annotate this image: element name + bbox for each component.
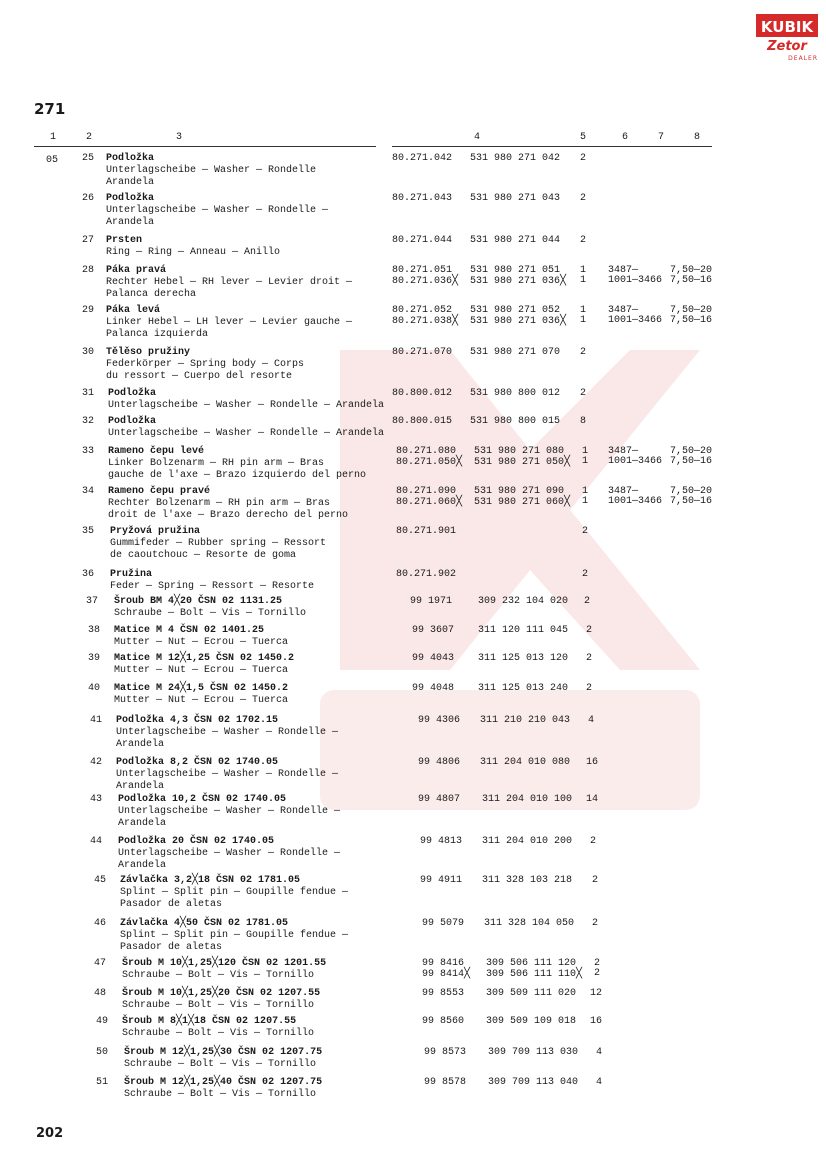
- item-position: 35: [82, 526, 95, 537]
- catalog-code: 531 980 271 036╳: [470, 316, 567, 327]
- item-position: 45: [94, 875, 107, 886]
- header-rule-left: [34, 146, 376, 147]
- part-number: 80.271.051: [392, 265, 453, 276]
- item-translation: Unterlagscheibe — Washer — Rondelle —: [118, 806, 341, 817]
- item-translation: Schraube — Bolt — Vis — Tornillo: [122, 1000, 315, 1011]
- catalog-code: 311 204 010 100: [482, 794, 573, 805]
- serial-range: 1001—3466: [608, 496, 663, 507]
- catalog-code: 309 232 104 020: [478, 596, 569, 607]
- catalog-code: 531 980 800 015: [470, 416, 561, 427]
- item-translation: du ressort — Cuerpo del resorte: [106, 371, 293, 382]
- serial-range: 3487—: [608, 265, 639, 276]
- item-name: Páka levá: [106, 305, 161, 316]
- serial-range: 1001—3466: [608, 456, 663, 467]
- item-translation: Splint — Split pin — Goupille fendue —: [120, 930, 349, 941]
- item-translation: Feder — Spring — Ressort — Resorte: [110, 581, 315, 592]
- item-translation: Rechter Bolzenarm — RH pin arm — Bras: [108, 498, 331, 509]
- part-number: 80.271.052: [392, 305, 453, 316]
- item-name: Rameno čepu pravé: [108, 486, 211, 497]
- quantity: 2: [582, 569, 589, 580]
- quantity: 2: [594, 958, 601, 969]
- quantity: 1: [582, 456, 589, 467]
- item-name: Šroub M 12╳1,25╳30 ČSN 02 1207.75: [124, 1047, 323, 1058]
- item-translation: Arandela: [118, 860, 167, 871]
- item-position: 39: [88, 653, 101, 664]
- item-position: 38: [88, 625, 101, 636]
- serial-range: 1001—3466: [608, 315, 663, 326]
- part-number: 99 4043: [412, 653, 455, 664]
- brand-logo: [756, 14, 818, 62]
- quantity: 16: [586, 757, 599, 768]
- part-number: 80.800.015: [392, 416, 453, 427]
- col-header-3: 3: [176, 132, 183, 143]
- col-header-7: 7: [658, 132, 665, 143]
- item-position: 46: [94, 918, 107, 929]
- catalog-code: 531 980 271 080: [474, 446, 565, 457]
- item-translation: gauche de l'axe — Brazo izquierdo del perno: [108, 470, 367, 481]
- catalog-code: 531 980 800 012: [470, 388, 561, 399]
- quantity: 1: [580, 265, 587, 276]
- item-name: Matice M 4 ČSN 02 1401.25: [114, 625, 265, 636]
- item-translation: Unterlagscheibe — Washer — Rondelle — Arandela: [108, 428, 385, 439]
- item-translation: Unterlagscheibe — Washer — Rondelle —: [106, 205, 329, 216]
- catalog-code: 311 125 013 240: [478, 683, 569, 694]
- part-number: 80.271.050╳: [396, 457, 463, 468]
- item-translation: Schraube — Bolt — Vis — Tornillo: [114, 608, 307, 619]
- quantity: 2: [586, 653, 593, 664]
- item-translation: Pasador de aletas: [120, 899, 223, 910]
- item-position: 29: [82, 305, 95, 316]
- tyre-size: 7,50—16: [670, 275, 713, 286]
- item-translation: Ring — Ring — Anneau — Anillo: [106, 247, 281, 258]
- catalog-code: 311 204 010 080: [480, 757, 571, 768]
- item-position: 30: [82, 347, 95, 358]
- item-translation: Gummifeder — Rubber spring — Ressort: [110, 538, 327, 549]
- quantity: 2: [594, 968, 601, 979]
- quantity: 4: [588, 715, 595, 726]
- item-translation: Schraube — Bolt — Vis — Tornillo: [124, 1059, 317, 1070]
- part-number: 99 8578: [424, 1077, 467, 1088]
- catalog-code: 311 204 010 200: [482, 836, 573, 847]
- item-translation: Federkörper — Spring body — Corps: [106, 359, 305, 370]
- tyre-size: 7,50—16: [670, 456, 713, 467]
- part-number: 99 8573: [424, 1047, 467, 1058]
- quantity: 14: [586, 794, 599, 805]
- quantity: 2: [580, 388, 587, 399]
- item-name: Podložka: [106, 193, 155, 204]
- quantity: 2: [586, 683, 593, 694]
- tyre-size: 7,50—20: [670, 446, 713, 457]
- catalog-code: 311 125 013 120: [478, 653, 569, 664]
- quantity: 1: [580, 315, 587, 326]
- catalog-code: 309 709 113 040: [488, 1077, 579, 1088]
- quantity: 2: [582, 526, 589, 537]
- catalog-code: 531 980 271 060╳: [474, 497, 571, 508]
- tyre-size: 7,50—20: [670, 305, 713, 316]
- item-translation: Mutter — Nut — Ecrou — Tuerca: [114, 665, 289, 676]
- part-number: 80.271.043: [392, 193, 453, 204]
- logo-zetor: Zetor: [767, 39, 807, 54]
- item-position: 36: [82, 569, 95, 580]
- item-name: Šroub BM 4╳20 ČSN 02 1131.25: [114, 596, 283, 607]
- item-translation: Palanca derecha: [106, 289, 197, 300]
- header-rule-right: [392, 146, 712, 147]
- item-name: Pryžová pružina: [110, 526, 201, 537]
- part-number: 80.800.012: [392, 388, 453, 399]
- item-name: Pružina: [110, 569, 153, 580]
- catalog-code: 309 709 113 030: [488, 1047, 579, 1058]
- quantity: 4: [596, 1077, 603, 1088]
- catalog-code: 309 506 111 110╳: [486, 969, 583, 980]
- item-position: 47: [94, 958, 107, 969]
- item-position: 43: [90, 794, 103, 805]
- quantity: 2: [590, 836, 597, 847]
- item-name: Podložka: [108, 388, 157, 399]
- quantity: 8: [580, 416, 587, 427]
- item-translation: Linker Hebel — LH lever — Levier gauche —: [106, 317, 353, 328]
- tyre-size: 7,50—20: [670, 265, 713, 276]
- item-translation: Arandela: [116, 781, 165, 792]
- item-name: Prsten: [106, 235, 143, 246]
- item-translation: Mutter — Nut — Ecrou — Tuerca: [114, 695, 289, 706]
- catalog-code: 531 980 271 052: [470, 305, 561, 316]
- col-header-1: 1: [50, 132, 57, 143]
- catalog-code: 309 509 111 020: [486, 988, 577, 999]
- item-translation: Arandela: [106, 217, 155, 228]
- part-number: 80.271.060╳: [396, 497, 463, 508]
- item-position: 44: [90, 836, 103, 847]
- catalog-code: 531 980 271 036╳: [470, 276, 567, 287]
- item-position: 26: [82, 193, 95, 204]
- part-number: 99 1971: [410, 596, 453, 607]
- item-name: Podložka: [106, 153, 155, 164]
- catalog-code: 311 328 103 218: [482, 875, 573, 886]
- item-translation: Unterlagscheibe — Washer — Rondelle —: [118, 848, 341, 859]
- item-translation: Arandela: [106, 177, 155, 188]
- quantity: 2: [584, 596, 591, 607]
- item-position: 31: [82, 388, 95, 399]
- part-number: 80.271.070: [392, 347, 453, 358]
- item-position: 34: [82, 486, 95, 497]
- tyre-size: 7,50—16: [670, 315, 713, 326]
- item-translation: Unterlagscheibe — Washer — Rondelle —: [116, 727, 339, 738]
- item-translation: Schraube — Bolt — Vis — Tornillo: [122, 970, 315, 981]
- item-translation: Linker Bolzenarm — RH pin arm — Bras: [108, 458, 325, 469]
- item-name: Šroub M 10╳1,25╳120 ČSN 02 1201.55: [122, 958, 327, 969]
- item-position: 37: [86, 596, 99, 607]
- item-position: 28: [82, 265, 95, 276]
- item-translation: Schraube — Bolt — Vis — Tornillo: [122, 1028, 315, 1039]
- item-position: 50: [96, 1047, 109, 1058]
- col-header-6: 6: [622, 132, 629, 143]
- item-name: Šroub M 10╳1,25╳20 ČSN 02 1207.55: [122, 988, 321, 999]
- quantity: 1: [582, 496, 589, 507]
- col-header-4: 4: [474, 132, 481, 143]
- page-footer: 202: [36, 1126, 64, 1141]
- part-number: 99 8560: [422, 1016, 465, 1027]
- part-number: 99 4806: [418, 757, 461, 768]
- item-position: 51: [96, 1077, 109, 1088]
- part-number: 80.271.042: [392, 153, 453, 164]
- item-translation: Pasador de aletas: [120, 942, 223, 953]
- dealer-watermark: [300, 330, 720, 890]
- part-number: 99 8553: [422, 988, 465, 999]
- part-number: 80.271.902: [396, 569, 457, 580]
- quantity: 1: [580, 275, 587, 286]
- item-position: 33: [82, 446, 95, 457]
- catalog-code: 531 980 271 043: [470, 193, 561, 204]
- part-number: 80.271.901: [396, 526, 457, 537]
- quantity: 2: [592, 918, 599, 929]
- item-name: Závlačka 3,2╳18 ČSN 02 1781.05: [120, 875, 301, 886]
- catalog-code: 311 210 210 043: [480, 715, 571, 726]
- item-name: Matice M 24╳1,5 ČSN 02 1450.2: [114, 683, 289, 694]
- item-name: Podložka 20 ČSN 02 1740.05: [118, 836, 275, 847]
- item-name: Závlačka 4╳50 ČSN 02 1781.05: [120, 918, 289, 929]
- item-translation: Mutter — Nut — Ecrou — Tuerca: [114, 637, 289, 648]
- part-number: 80.271.038╳: [392, 316, 459, 327]
- item-name: Šroub M 12╳1,25╳40 ČSN 02 1207.75: [124, 1077, 323, 1088]
- tyre-size: 7,50—20: [670, 486, 713, 497]
- part-number: 99 4306: [418, 715, 461, 726]
- quantity: 2: [592, 875, 599, 886]
- item-position: 27: [82, 235, 95, 246]
- catalog-code: 311 328 104 050: [484, 918, 575, 929]
- col-header-5: 5: [580, 132, 587, 143]
- catalog-code: 531 980 271 050╳: [474, 457, 571, 468]
- serial-range: 3487—: [608, 486, 639, 497]
- part-number: 99 3607: [412, 625, 455, 636]
- item-position: 42: [90, 757, 103, 768]
- serial-range: 3487—: [608, 446, 639, 457]
- group-code: 05: [46, 155, 59, 166]
- catalog-code: 531 980 271 042: [470, 153, 561, 164]
- quantity: 12: [590, 988, 603, 999]
- quantity: 2: [580, 193, 587, 204]
- item-name: Podložka 8,2 ČSN 02 1740.05: [116, 757, 279, 768]
- catalog-code: 531 980 271 044: [470, 235, 561, 246]
- catalog-code: 531 980 271 051: [470, 265, 561, 276]
- item-translation: Unterlagscheibe — Washer — Rondelle — Arandela: [108, 400, 385, 411]
- item-translation: Unterlagscheibe — Washer — Rondelle —: [116, 769, 339, 780]
- item-name: Podložka 4,3 ČSN 02 1702.15: [116, 715, 279, 726]
- item-translation: Unterlagscheibe — Washer — Rondelle: [106, 165, 317, 176]
- col-header-8: 8: [694, 132, 701, 143]
- part-number: 99 5079: [422, 918, 465, 929]
- serial-range: 1001—3466: [608, 275, 663, 286]
- item-translation: Schraube — Bolt — Vis — Tornillo: [124, 1089, 317, 1100]
- page-header: 271: [34, 100, 66, 118]
- catalog-code: 309 506 111 120: [486, 958, 577, 969]
- logo-dealer: DEALER: [788, 55, 818, 62]
- item-translation: droit de l'axe — Brazo derecho del perno: [108, 510, 349, 521]
- item-position: 40: [88, 683, 101, 694]
- item-position: 41: [90, 715, 103, 726]
- quantity: 2: [580, 235, 587, 246]
- item-name: Matice M 12╳1,25 ČSN 02 1450.2: [114, 653, 295, 664]
- part-number: 99 8416: [422, 958, 465, 969]
- logo-kubik: KUBIK: [756, 14, 818, 39]
- part-number: 99 4911: [420, 875, 463, 886]
- item-position: 49: [96, 1016, 109, 1027]
- part-number: 80.271.090: [396, 486, 457, 497]
- tyre-size: 7,50—16: [670, 496, 713, 507]
- col-header-2: 2: [86, 132, 93, 143]
- serial-range: 3487—: [608, 305, 639, 316]
- quantity: 2: [586, 625, 593, 636]
- item-position: 32: [82, 416, 95, 427]
- item-translation: Arandela: [118, 818, 167, 829]
- part-number: 99 4048: [412, 683, 455, 694]
- catalog-code: 311 120 111 045: [478, 625, 569, 636]
- item-translation: de caoutchouc — Resorte de goma: [110, 550, 297, 561]
- part-number: 80.271.044: [392, 235, 453, 246]
- catalog-code: 531 980 271 090: [474, 486, 565, 497]
- item-translation: Rechter Hebel — RH lever — Levier droit —: [106, 277, 353, 288]
- item-name: Páka pravá: [106, 265, 167, 276]
- quantity: 2: [580, 347, 587, 358]
- item-name: Rameno čepu levé: [108, 446, 205, 457]
- catalog-code: 531 980 271 070: [470, 347, 561, 358]
- part-number: 99 8414╳: [422, 969, 471, 980]
- quantity: 16: [590, 1016, 603, 1027]
- item-name: Tělěso pružiny: [106, 347, 191, 358]
- item-name: Šroub M 8╳1╳18 ČSN 02 1207.55: [122, 1016, 297, 1027]
- item-position: 48: [94, 988, 107, 999]
- quantity: 1: [580, 305, 587, 316]
- quantity: 4: [596, 1047, 603, 1058]
- item-translation: Splint — Split pin — Goupille fendue —: [120, 887, 349, 898]
- quantity: 1: [582, 446, 589, 457]
- item-name: Podložka: [108, 416, 157, 427]
- item-translation: Arandela: [116, 739, 165, 750]
- catalog-code: 309 509 109 018: [486, 1016, 577, 1027]
- item-translation: Palanca izquierda: [106, 329, 209, 340]
- part-number: 99 4807: [418, 794, 461, 805]
- item-position: 25: [82, 153, 95, 164]
- part-number: 80.271.036╳: [392, 276, 459, 287]
- item-name: Podložka 10,2 ČSN 02 1740.05: [118, 794, 287, 805]
- quantity: 1: [582, 486, 589, 497]
- part-number: 80.271.080: [396, 446, 457, 457]
- quantity: 2: [580, 153, 587, 164]
- part-number: 99 4813: [420, 836, 463, 847]
